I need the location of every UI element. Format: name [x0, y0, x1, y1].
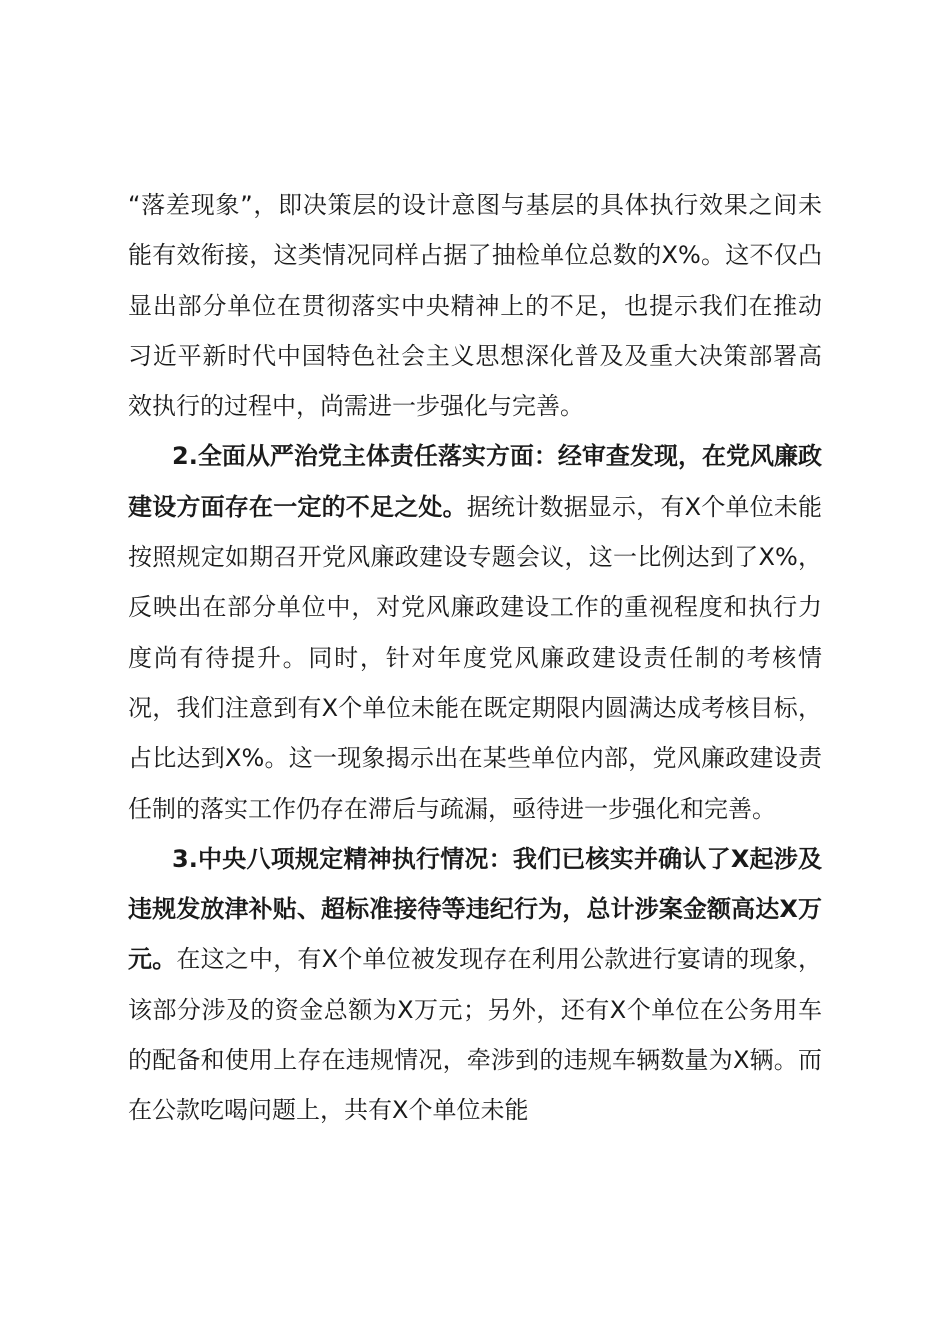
paragraph-continuation — [128, 180, 822, 431]
paragraph-heading: 3.中央八项规定精神执行情况：我们已核实并确认了X起涉及违规发放津补贴、超标准接待等违纪行为，总计涉案金额高达X万元。 — [128, 844, 822, 974]
paragraph-text: 在这之中，有X个单位被发现存在利用公款进行宴请的现象，该部分涉及的资金总额为X万元；另外，还有X个单位在公务用车的配备和使用上存在违规情况，牵涉到的违规车辆数量为X辆。而在公款吃喝问题上，共有X个单位未能 — [128, 945, 822, 1125]
paragraph-text: 据统计数据显示，有X个单位未能按照规定如期召开党风廉政建设专题会议，这一比例达到了X%，反映出在部分单位中，对党风廉政建设工作的重视程度和执行力度尚有待提升。同时，针对年度党风廉政建设责任制的考核情况，我们注意到有X个单位未能在既定期限内圆满达成考核目标，占比达到X%。这一现象揭示出在某些单位内部，党风廉政建设责任制的落实工作仍存在滞后与疏漏，亟待进一步强化和完善。 — [128, 492, 822, 823]
body-text — [128, 180, 822, 1136]
paragraph-party-responsibility — [128, 431, 822, 833]
paragraph-eight-regulations — [128, 834, 822, 1136]
paragraph-heading: 2.全面从严治党主体责任落实方面：经审查发现，在党风廉政建设方面存在一定的不足之处。 — [128, 442, 822, 521]
paragraph-text: “落差现象”，即决策层的设计意图与基层的具体执行效果之间未能有效衔接，这类情况同样占据了抽检单位总数的X%。这不仅凸显出部分单位在贯彻落实中央精神上的不足，也提示我们在推动习近平新时代中国特色社会主义思想深化普及及重大决策部署高效执行的过程中，尚需进一步强化与完善。 — [128, 191, 822, 421]
